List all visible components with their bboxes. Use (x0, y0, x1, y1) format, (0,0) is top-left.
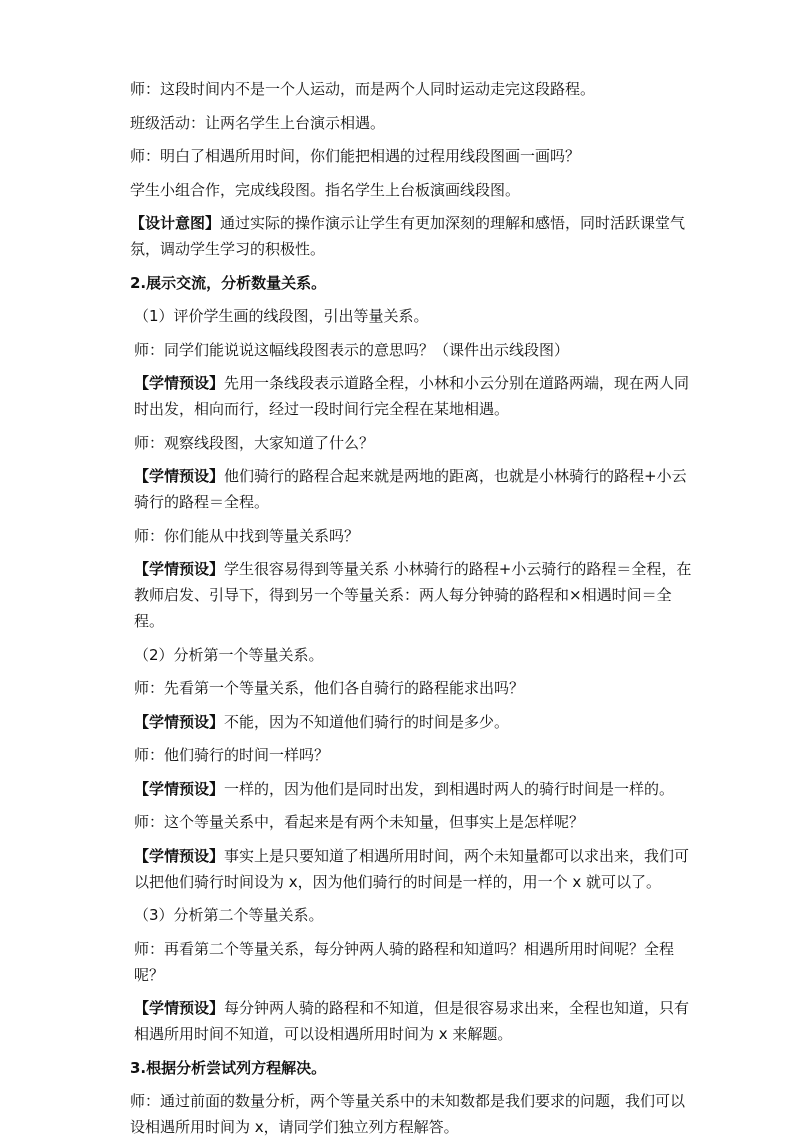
paragraph: 师：观察线段图，大家知道了什么？ (134, 433, 375, 452)
paragraph: 师：先看第一个等量关系，他们各自骑行的路程能求出吗？ (134, 679, 525, 697)
section-heading: 3.根据分析尝试列方程解决。 (130, 1058, 327, 1077)
preset-tag: 【学情预设】 (134, 779, 225, 798)
paragraph (100, 776, 696, 802)
paragraph (100, 709, 696, 735)
design-intent-tag: 【设计意图】 (130, 214, 221, 232)
paragraph: 学生小组合作，完成线段图。指名学生上台板演画线段图。 (130, 180, 521, 199)
subsection-label: （3）分析第二个等量关系。 (134, 906, 324, 924)
paragraph-text: 学生很容易得到等量关系 小林骑行的路程+小云骑行的路程＝全程，在教师启发、引导下，得到另一个等量关系：两人每分钟骑的路程和×相遇时间＝全程。 (134, 560, 692, 630)
paragraph-text: 一样的，因为他们是同时出发，到相遇时两人的骑行时间是一样的。 (224, 779, 675, 798)
paragraph: 师：通过前面的数量分析，两个等量关系中的未知数都是我们要求的问题，我们可以设相遇所用时间为 x，请同学们独立列方程解答。 (130, 1092, 686, 1136)
paragraph: 师：他们骑行的时间一样吗？ (134, 746, 330, 764)
paragraph-text: 不能，因为不知道他们骑行的时间是多少。 (224, 712, 510, 731)
section-heading: 2.展示交流，分析数量关系。 (130, 273, 327, 292)
paragraph (100, 210, 696, 262)
preset-tag: 【学情预设】 (134, 467, 225, 485)
paragraph: 师：你们能从中找到等量关系吗？ (134, 526, 360, 545)
paragraph-text: 事实上是只要知道了相遇所用时间，两个未知量都可以求出来，我们可以把他们骑行时间设为 x，因为他们骑行的时间是一样的，用一个 x 就可以了。 (134, 846, 690, 891)
preset-tag: 【学情预设】 (134, 846, 225, 865)
preset-tag: 【学情预设】 (134, 999, 225, 1017)
paragraph (100, 463, 696, 515)
paragraph-text: 通过实际的操作演示让学生有更加深刻的理解和感悟，同时活跃课堂气氛，调动学生学习的积极性。 (130, 214, 686, 258)
paragraph (100, 370, 696, 422)
paragraph (100, 556, 696, 634)
paragraph-text: 先用一条线段表示道路全程，小林和小云分别在道路两端，现在两人同时出发，相向而行，经过一段时间行完全程在某地相遇。 (134, 374, 690, 418)
paragraph: 师：同学们能说说这幅线段图表示的意思吗？（课件出示线段图） (134, 340, 570, 359)
paragraph: 师：再看第二个等量关系，每分钟两人骑的路程和知道吗？相遇所用时间呢？全程呢？ (134, 939, 675, 984)
paragraph: 师：明白了相遇所用时间，你们能把相遇的过程用线段图画一画吗？ (130, 147, 581, 165)
paragraph: 师：这段时间内不是一个人运动，而是两个人同时运动走完这段路程。 (130, 80, 596, 98)
paragraph: 师：这个等量关系中，看起来是有两个未知量，但事实上是怎样呢？ (134, 813, 585, 831)
subsection-label: （2）分析第一个等量关系。 (134, 645, 324, 664)
preset-tag: 【学情预设】 (134, 560, 225, 578)
preset-tag: 【学情预设】 (134, 712, 225, 731)
preset-tag: 【学情预设】 (134, 374, 225, 392)
subsection-label: （1）评价学生画的线段图，引出等量关系。 (134, 307, 429, 325)
paragraph-text: 他们骑行的路程合起来就是两地的距离，也就是小林骑行的路程+小云骑行的路程＝全程。 (134, 467, 687, 511)
paragraph (100, 995, 696, 1047)
paragraph: 班级活动：让两名学生上台演示相遇。 (130, 113, 386, 132)
lesson-plan-body (100, 76, 696, 1148)
paragraph (100, 843, 696, 895)
paragraph-text: 每分钟两人骑的路程和不知道，但是很容易求出来，全程也知道，只有相遇所用时间不知道，可以设相遇所用时间为 x 来解题。 (134, 999, 690, 1043)
